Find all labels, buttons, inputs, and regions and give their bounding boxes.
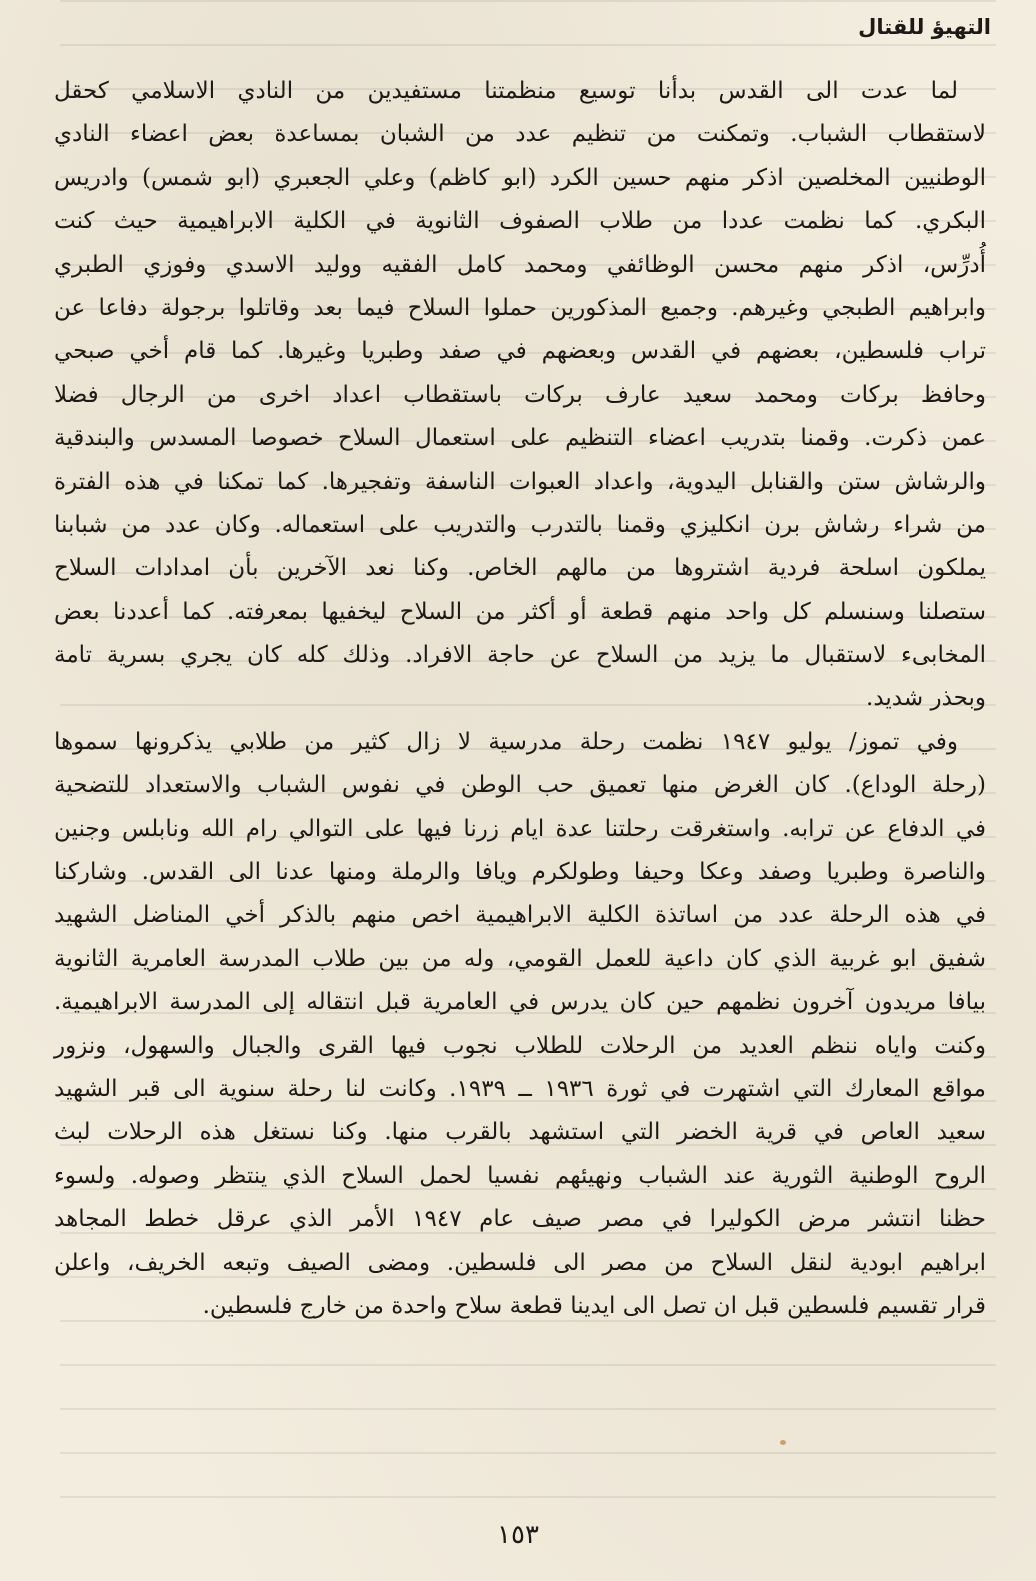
text-line: وبحذر شديد. bbox=[866, 685, 986, 712]
text-line: سعيد العاص في قرية الخضر التي استشهد بالقرب منها. وكنا نستغل هذه الرحلات لبث bbox=[54, 1119, 986, 1146]
text-line: الوطنيين المخلصين اذكر منهم حسين الكرد (ابو كاظم) وعلي الجعبري (ابو شمس) وادريس bbox=[54, 164, 986, 191]
text-line: وابراهيم الطبجي وغيرهم. وجميع المذكورين حملوا السلاح فيما بعد وقاتلوا برجولة دفاعا عن bbox=[54, 294, 986, 321]
text-line: لما عدت الى القدس بدأنا توسيع منظمتنا مستفيدين من النادي الاسلامي كحقل bbox=[54, 78, 958, 104]
paper-fleck bbox=[780, 1440, 786, 1445]
text-line: لاستقطاب الشباب. وتمكنت من تنظيم عدد من الشبان بمساعدة بعض اعضاء النادي bbox=[54, 121, 986, 148]
text-line: في هذه الرحلة عدد من اساتذة الكلية الابراهيمية اخص منهم بالذكر أخي المناضل الشهيد bbox=[54, 902, 986, 929]
text-line: يملكون اسلحة فردية اشتروها من مالهم الخاص. وكنا نعد الآخرين بأن امدادات السلاح bbox=[54, 555, 986, 582]
text-line: ستصلنا وسنسلم كل واحد منهم قطعة أو أكثر من السلاح ليخفيها بمعرفته. كما أعددنا بعض bbox=[54, 598, 986, 625]
text-line: حظنا انتشر مرض الكوليرا في مصر صيف عام ١٩٤٧ الأمر الذي عرقل خطط المجاهد bbox=[54, 1206, 986, 1233]
text-line: وكنت واياه ننظم العديد من الرحلات للطلاب نجوب فيها القرى والجبال والسهول، ونزور bbox=[54, 1032, 986, 1059]
text-line: قرار تقسيم فلسطين قبل ان تصل الى ايدينا قطعة سلاح واحدة من خارج فلسطين. bbox=[202, 1292, 986, 1319]
text-line: شفيق ابو غربية الذي كان داعية للعمل القومي، وله من بين طلاب المدرسة العامرية الثانوية bbox=[54, 945, 986, 972]
text-line: (رحلة الوداع). كان الغرض منها تعميق حب الوطن في نفوس الشباب والاستعداد للتضحية bbox=[54, 772, 986, 799]
text-line: المخابىء لاستقبال ما يزيد من السلاح عن حاجة الافراد. وذلك كله كان يجري بسرية تامة bbox=[54, 642, 986, 669]
section-heading: التهيؤ للقتال bbox=[858, 15, 991, 39]
text-line: عمن ذكرت. وقمنا بتدريب اعضاء التنظيم على استعمال السلاح خصوصا المسدس والبندقية bbox=[54, 425, 986, 452]
text-line: في الدفاع عن ترابه. واستغرقت رحلتنا عدة ايام زرنا فيها على التوالي رام الله ونابلس وجنين bbox=[54, 815, 986, 842]
page-number: ١٥٣ bbox=[497, 1520, 539, 1550]
text-line: وفي تموز/ يوليو ١٩٤٧ نظمت رحلة مدرسية لا زال كثير من طلابي يذكرونها سموها bbox=[54, 728, 958, 755]
text-line: بيافا مريدون آخرون نظمهم حين كان يدرس في العامرية قبل انتقاله إلى المدرسة الابراهيمية. bbox=[54, 989, 986, 1016]
body-text bbox=[54, 70, 986, 1328]
text-line: الروح الوطنية الثورية عند الشباب ونهيئهم نفسيا لحمل السلاح الذي ينتظر وصوله. ولسوء bbox=[54, 1162, 986, 1189]
text-line: والرشاش ستن والقنابل اليدوية، واعداد العبوات الناسفة وتفجيرها. كما تمكنا في هذه الفترة bbox=[54, 468, 986, 495]
text-line: والناصرة وطبريا وصفد وعكا وحيفا وطولكرم ويافا والرملة ومنها عدنا الى القدس. وشاركنا bbox=[54, 859, 986, 886]
text-line: البكري. كما نظمت عددا من طلاب الصفوف الثانوية في الكلية الابراهيمية حيث كنت bbox=[54, 208, 986, 235]
text-line: وحافظ بركات ومحمد سعيد عارف بركات باستقطاب اعداد اخرى من الرجال فضلا bbox=[54, 381, 986, 408]
text-line: من شراء رشاش برن انكليزي وقمنا بالتدرب والتدريب على استعماله. وكان عدد من شبابنا bbox=[54, 511, 986, 538]
text-line: تراب فلسطين، بعضهم في القدس وبعضهم في صفد وطبريا وغيرها. كما قام أخي صبحي bbox=[54, 338, 986, 365]
text-line: مواقع المعارك التي اشتهرت في ثورة ١٩٣٦ ــ ١٩٣٩. وكانت لنا رحلة سنوية الى قبر الشهيد bbox=[54, 1075, 986, 1102]
text-line: أُدرِّس، اذكر منهم محسن الوظائفي ومحمد كامل الفقيه ووليد الاسدي وفوزي الطبري bbox=[54, 251, 986, 278]
text-line: ابراهيم ابودية لنقل السلاح من مصر الى فلسطين. ومضى الصيف وتبعه الخريف، واعلن bbox=[54, 1249, 986, 1276]
